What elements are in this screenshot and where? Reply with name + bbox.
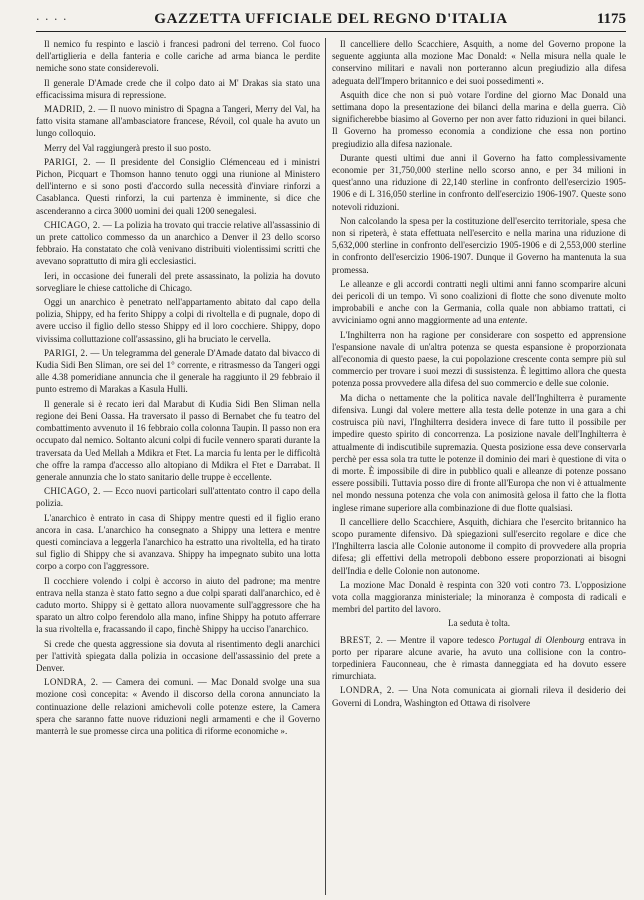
article-paragraph (36, 575, 320, 636)
paragraph-text: Asquith dice che non si può votare l'ordine del giorno Mac Donald una settimana dopo la presentazione dei bilanci della marina e della guerra. Ciò significherebbe biasimo al Governo per non aver fatto riduzioni in quei bilanci. Il Governo ha promesso economia a condizione che essa non portino pregiudizio alla difesa nazionale. (332, 89, 626, 149)
article-paragraph (332, 278, 626, 327)
column-divider (325, 38, 326, 895)
paragraph-text: — Mentre il vapore tedesco (383, 634, 499, 645)
dateline: CHICAGO, 2. (44, 219, 101, 230)
paragraph-text: — Il presidente del Consiglio Clémenceau ed i ministri Pichon, Picquart e Thomson hanno tenuto oggi una riunione al Ministero dell'interno e si sono posti d'accordo sulla necessità d'inviare rinforzi a Casablanca. Questi rinforzi, la cui partenza è imminente, si dice che ascenderanno a circa 3000 uomini dei quali 1200 senegalesi. (36, 156, 320, 216)
paragraph-tail: . (524, 315, 528, 326)
left-column (36, 38, 320, 895)
article-paragraph (36, 142, 320, 154)
article-paragraph (332, 684, 626, 708)
article-paragraph (332, 329, 626, 390)
article-paragraph (332, 89, 626, 150)
paragraph-text: Il generale D'Amade crede che il colpo dato ai M' Drakas sia stato una efficacissima misura di repressione. (36, 77, 320, 100)
dateline: LONDRA, 2. (44, 677, 99, 688)
article-paragraph (332, 392, 626, 514)
paragraph-text: Oggi un anarchico è penetrato nell'appartamento abitato dal capo della polizia, Shippy, ed ha ferito Shippy a colpi di rivoltella e di pugnale, dopo di avere ucciso il figlio dello stesso Shippy ed il loro cocchiere. Shippy, dopo vivissima colluttazione coll'assassino, gli ha bruciato le cervella. (36, 297, 320, 344)
italic-term: entente (498, 315, 525, 326)
newspaper-page (36, 10, 626, 895)
dateline: PARIGI, 2. (44, 347, 88, 358)
article-paragraph (36, 270, 320, 294)
article-paragraph (36, 296, 320, 345)
article-paragraph (36, 638, 320, 675)
article-paragraph (332, 516, 626, 577)
paragraph-text: Il nemico fu respinto e lasciò i francesi padroni del terreno. Col fuoco dell'artiglieria e della fanteria e colle cariche ad arma bianca le perdite nemiche sono state considerevoli. (36, 39, 320, 74)
dateline: PARIGI, 2. (44, 156, 91, 167)
dateline: LONDRA, 2. (340, 685, 395, 696)
italic-term: Portugal di Olenbourg (498, 634, 585, 645)
paragraph-text: Ieri, in occasione dei funerali del prete assassinato, la polizia ha dovuto sorvegliare le chiese cattoliche di Chicago. (36, 270, 320, 293)
article-paragraph (36, 77, 320, 101)
article-paragraph (332, 634, 626, 683)
paragraph-text: Non calcolando la spesa per la costituzione dell'esercito territoriale, spesa che non si ripeterà, è stata effettuata nell'esercito e nella marina una riduzione di 5,632,000 sterline in confronto dell'esercizio 1905-1906 e di 2,553,000 sterline in confronto dell'esercizio 1906-1907. Dunque il Governo ha mantenuta la sua promessa. (332, 215, 626, 275)
page-number: 1175 (596, 11, 626, 27)
newspaper-title: GAZZETTA UFFICIALE DEL REGNO D'ITALIA (154, 11, 508, 27)
paragraph-text: Le alleanze e gli accordi contratti negli ultimi anni fanno scomparire alcuni dei pericoli di un tempo. Vi sono coalizioni di flotte che sono divenute molto improbabili e anche con la Germania, colla quale non abbiamo trattati, ci avviciniamo ogni anno maggiormente ad una (332, 278, 626, 326)
article-paragraph (36, 512, 320, 573)
header-marks: · · · · (36, 13, 68, 26)
paragraph-text: — Un telegramma del generale D'Amade datato dal bivacco di Kudia Sidi Ben Sliman, ore sei del 1° corrente, e ritrasmesso da Tangeri oggi alle 4.38 pomeridiane annuncia che il generale ha raggiunto il 29 febbraio il punto estremo di Marakas a Kasula Hulli. (36, 347, 320, 395)
paragraph-text: — Il nuovo ministro di Spagna a Tangeri, Merry del Val, ha fatto visita stamane all'ambasciatore francese, Révoil, col quale ha avuto un lungo colloquio. (36, 104, 320, 139)
article-paragraph (36, 676, 320, 737)
article-paragraph (332, 617, 626, 629)
article-paragraph (332, 38, 626, 87)
article-paragraph (36, 347, 320, 396)
paragraph-text: — Camera dei comuni. — Mac Donald svolge una sua mozione così concepita: « Avendo il discorso della corona annunciato la continuazione delle relazioni amichevoli colle potenze estere, la Camera spera che saranno fatte nuove riduzioni negli armamenti e che il Governo manterrà le sue promesse circa una politica di riforme economiche ». (36, 677, 320, 736)
paragraph-text: Merry del Val raggiungerà presto il suo posto. (44, 142, 212, 153)
paragraph-text: Il cocchiere volendo i colpi è accorso in aiuto del padrone; ma mentre entrava nella stanza è stato fatto segno a due colpi sparati dall'anarchico, ed è caduto morto. Shippy si è gettato allora nuovamente sull'aggressore che ha sparato un altro colpo ferendolo alla mano, infine Shippy ha potuto afferrare la sua rivoltella e, fracassando il capo, finchè Shippy ha ucciso l'anarchico. (36, 575, 320, 635)
paragraph-text: — Una Nota comunicata ai giornali rileva il desiderio dei Governi di Londra, Washington ed Ottawa di risolvere (332, 685, 626, 708)
paragraph-text: Si crede che questa aggressione sia dovuta al risentimento degli anarchici per l'attività spiegata dalla polizia in occasione dell'assassinio del prete a Denver. (36, 638, 320, 673)
paragraph-text: La seduta è tolta. (447, 618, 511, 629)
dateline: MADRID, 2. (44, 104, 96, 115)
article-paragraph (36, 485, 320, 509)
article-paragraph (36, 38, 320, 75)
paragraph-tail: entrava in porto per riparare alcune avarie, ha avuto una collisione con la contro-torpediniera Fauconneau, che è rimasta danneggiata ed ha dovuto essere rimurchiata. (332, 634, 626, 682)
paragraph-text: Durante questi ultimi due anni il Governo ha fatto complessivamente economie per 31,750,000 sterline nello scorso anno, e per 34 milioni in quest'anno una riduzione di 22,140 sterline in confronto dell'esercizio 1905-1906 e di L 316,050 sterline in confronto dell'esercizio 1906-1907. Queste sono notevoli riduzioni. (332, 152, 626, 212)
paragraph-text: Il cancelliere dello Scacchiere, Asquith, dichiara che l'esercito britannico ha scopo puramente difensivo. Dà spiegazioni sull'esercito regolare e dice che l'Inghilterra lascia alle Colonie autonome il compito di provvedere alla propria difesa; gli effettivi della metropoli debbono essere proporzionati ai bisogni dell'India e delle Colonie non autonome. (332, 516, 626, 576)
paragraph-text: — La polizia ha trovato qui traccie relative all'assassinio di un prete cattolico commesso da un anarchico a Denver il 23 dello scorso febbraio. Ha constatato che colà venivano distribuiti violentissimi scritti che avevano soprattutto di mira gli ecclesiastici. (36, 219, 320, 267)
columns (36, 38, 626, 895)
article-paragraph (36, 156, 320, 217)
article-paragraph (332, 152, 626, 213)
paragraph-text: — Ecco nuovi particolari sull'attentato contro il capo della polizia. (36, 486, 320, 509)
paragraph-text: L'anarchico è entrato in casa di Shippy mentre questi ed il figlio erano ancora in casa. L'anarchico ha consegnato a Shippy una lettera e mentre questi cominciava a leggerla l'anarchico ha estratto una rivoltella, ed ha tirato sul figlio di Shippy che si avanzava. Shippy ha impegnato subito una lotta corpo a corpo con l'aggressore. (36, 512, 320, 572)
paragraph-text: Il generale si è recato ieri dal Marabut di Kudia Sidi Ben Sliman nella regione dei Beni Oassa. Ha traversato il passo di Bernabet che fu teatro del combattimento avvenuto il 16 febbraio colla colonna Taupin. Il passo non era occupato dal nemico. Soltanto alcuni colpi di fucile vennero sparati durante la traversata da Ued Mellah a Mdikra et Ftet. La marcia fu lenta per le difficoltà che offre la rampa d'accesso allo altopiano di Mdikra el Ftet e Darrabat. Il generale annunzia che lo stato sanitario delle truppe è eccellente. (36, 398, 320, 482)
right-column (332, 38, 626, 895)
paragraph-text: L'Inghilterra non ha ragione per considerare con sospetto ed apprensione l'espansione navale di un'altra potenza se questa espansione è proporzionata all'economia di questo paese, la cui popolazione crescente conta sempre più sul commercio per trovare i suoi mezzi di sussistenza. È legittimo allora che questa potenza possa provvedere alla difesa del suo commercio e delle sue colonie. (332, 329, 626, 389)
article-paragraph (36, 103, 320, 140)
article-paragraph (332, 579, 626, 616)
paragraph-text: Ma dicha o nettamente che la politica navale dell'Inghilterra è puramente difensiva. Lungi dal volere mettere alla testa delle potenze in una gara a chi costruisca più navi, l'Inghilterra desidera invece di fare tutto il possibile per impedire questo spirito di concorrenza. La posizione navale dell'Inghilterra è attualmente di indiscutibile supremazia. Questa posizione essa deve conservarla perchè per essa sola tra tutte le potenze il dominio dei mari è questione di vita o di morte. È impossibile di dire in pubblico quali e alleanze di potenze possano essere possibili. Tuttavia posso dire di fronte all'Europa che non vi è attualmente nel mondo nessuna potenza che vola con animosità gelosa il fatto che la flotta inglese rimane superiore alla combinazione di due flotte qualsiasi. (332, 392, 626, 513)
dateline: CHICAGO, 2. (44, 486, 101, 497)
article-paragraph (332, 215, 626, 276)
dateline: BREST, 2. (340, 634, 384, 645)
page-header (36, 10, 626, 32)
paragraph-text: Il cancelliere dello Scacchiere, Asquith, a nome del Governo propone la seguente aggiunta alla mozione Mac Donald: « Nella misura nella quale le conservino militari e navali non porteranno alcun pregiudizio alla difesa adeguata dell'Impero britannico e dei suoi possedimenti ». (332, 39, 626, 86)
paragraph-text: La mozione Mac Donald è respinta con 320 voti contro 73. L'opposizione vota colla maggioranza ministeriale; la minoranza è composta di radicali e membri del partito del lavoro. (332, 579, 626, 615)
article-paragraph (36, 398, 320, 483)
article-paragraph (36, 219, 320, 268)
